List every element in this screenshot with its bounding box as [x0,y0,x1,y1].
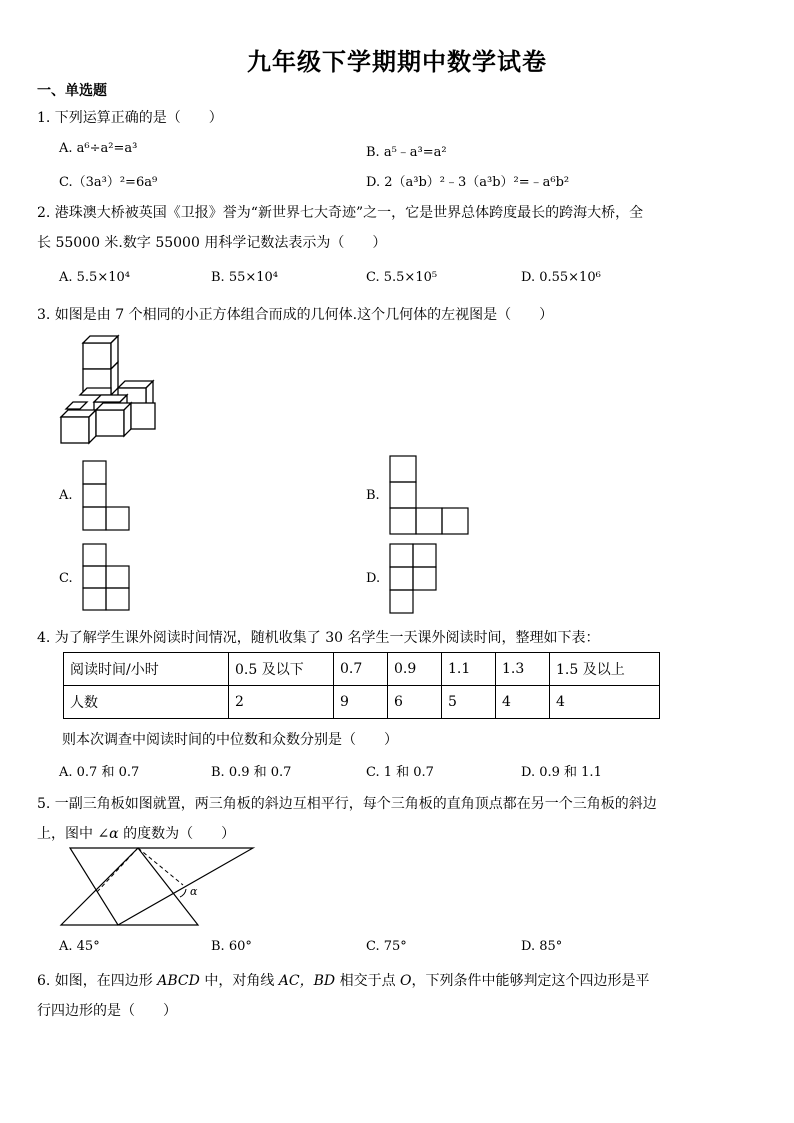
q6-text: ，下列条件中能够判定这个四边形是平 [411,973,650,989]
q3-option-d-label[interactable]: D. [366,571,381,586]
q6-text: 中，对角线 [199,973,279,989]
q6-stem-line1 [37,970,650,990]
q6-text: 相交于点 [335,973,401,989]
q2-stem-line1: 2. 港珠澳大桥被英国《卫报》誉为“新世界七大奇迹”之一，它是世界总体跨度最长的跨海大桥，全 [37,205,644,221]
q5-option-c[interactable]: C. 75° [366,939,407,954]
q6-point-o: O [400,973,412,989]
table-row [64,686,660,719]
q1-option-b[interactable]: B. a⁵﹣a³=a² [366,145,447,160]
q4-table [63,652,660,719]
table-cell: 2 [229,686,334,719]
q2-option-a[interactable]: A. 5.5×10⁴ [59,270,130,285]
table-cell: 4 [496,686,550,719]
table-cell: 0.9 [388,653,442,686]
q1-option-a[interactable]: A. a⁶÷a²=a³ [59,141,138,156]
q2-option-b[interactable]: B. 55×10⁴ [211,270,279,285]
q5-option-a[interactable]: A. 45° [59,939,100,954]
section-heading: 一、单选题 [37,83,107,99]
q4-question: 则本次调查中阅读时间的中位数和众数分别是（ ） [62,732,398,748]
q5-angle-symbol: ∠α [97,826,119,842]
page-title: 九年级下学期期中数学试卷 [247,48,547,76]
q1-option-d[interactable]: D. 2（a³b）²﹣3（a³b）²=﹣a⁶b² [366,175,570,190]
table-cell: 人数 [64,686,229,719]
q4-option-c[interactable]: C. 1 和 0.7 [366,765,434,780]
q3-option-c-label[interactable]: C. [59,571,73,586]
q1-option-c[interactable]: C.（3a³）²=6a⁹ [59,175,158,190]
q6-stem-line2: 行四边形的是（ ） [37,1003,177,1019]
q4-option-d[interactable]: D. 0.9 和 1.1 [521,765,602,780]
table-cell: 6 [388,686,442,719]
q5-option-b[interactable]: B. 60° [211,939,252,954]
q4-stem: 4. 为了解学生课外阅读时间情况，随机收集了 30 名学生一天课外阅读时间，整理如下表： [37,630,600,646]
q6-text: 6. 如图，在四边形 [37,973,158,989]
table-cell: 阅读时间/小时 [64,653,229,686]
q3-option-b-figure[interactable] [389,455,471,535]
table-cell: 1.5 及以上 [550,653,660,686]
q6-quad-name: ABCD [157,973,200,989]
q6-diagonals: AC，BD [278,973,336,989]
table-row [64,653,660,686]
q3-option-a-figure[interactable] [82,460,132,532]
q5-alpha-label: α [190,885,198,898]
q5-stem-line1: 5. 一副三角板如图就置，两三角板的斜边互相平行，每个三角板的直角顶点都在另一个三角板的斜边 [37,796,657,812]
q1-stem: 1. 下列运算正确的是（ ） [37,110,223,126]
table-cell: 9 [334,686,388,719]
q3-stem: 3. 如图是由 7 个相同的小正方体组合而成的几何体.这个几何体的左视图是（ ） [37,307,554,323]
q5-text: 的度数为（ ） [118,826,236,842]
table-cell: 1.1 [442,653,496,686]
q5-triangle-figure [58,845,258,930]
table-cell: 1.3 [496,653,550,686]
table-cell: 0.5 及以下 [229,653,334,686]
q3-option-d-figure[interactable] [389,543,439,615]
q4-option-b[interactable]: B. 0.9 和 0.7 [211,765,292,780]
q2-option-c[interactable]: C. 5.5×10⁵ [366,270,438,285]
q4-option-a[interactable]: A. 0.7 和 0.7 [59,765,140,780]
table-cell: 0.7 [334,653,388,686]
table-cell: 5 [442,686,496,719]
q5-text: 上，图中 [37,826,98,842]
q3-option-c-figure[interactable] [82,543,132,613]
q5-option-d[interactable]: D. 85° [521,939,563,954]
q3-cube-figure [58,333,158,445]
q2-stem-line2: 长 55000 米.数字 55000 用科学记数法表示为（ ） [37,235,387,251]
table-cell: 4 [550,686,660,719]
q5-stem-line2 [37,823,235,843]
q2-option-d[interactable]: D. 0.55×10⁶ [521,270,601,285]
q3-option-b-label[interactable]: B. [366,488,380,503]
q3-option-a-label[interactable]: A. [59,488,73,503]
